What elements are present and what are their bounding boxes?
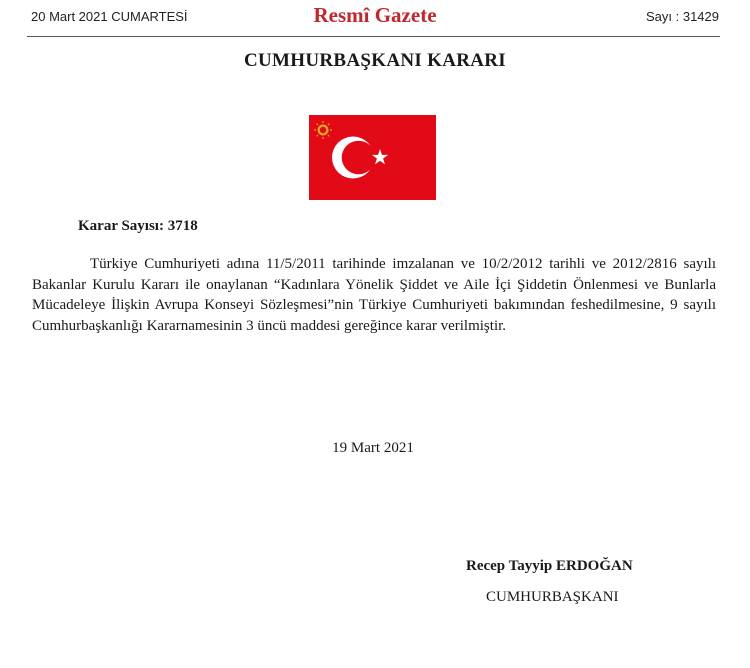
signer-name: Recep Tayyip ERDOĞAN bbox=[466, 558, 633, 574]
decision-number: Karar Sayısı: 3718 bbox=[78, 218, 198, 234]
decision-body-text: Türkiye Cumhuriyeti adına 11/5/2011 tarihinde imzalanan ve 10/2/2012 tarihli ve 2012/2816 sayılı Bakanlar Kurulu Kararı ile onaylanan “Kadınlara Yönelik Şiddet ve Aile İçi Şiddetin Önlenmesi ve Bunlarla Mücadeleye İlişkin Avrupa Konseyi Sözleşmesi”nin Türkiye Cumhuriyeti bakımından feshedilmesine, 9 sayılı Cumhurbaşkanlığı Kararnamesinin 3 üncü maddesi gereğince karar verilmiştir. bbox=[32, 256, 716, 334]
publication-title: Resmî Gazete bbox=[313, 3, 437, 27]
decision-date: 19 Mart 2021 bbox=[332, 440, 414, 456]
turkish-flag-icon bbox=[309, 115, 436, 200]
issue-number: Sayı : 31429 bbox=[646, 9, 719, 24]
gazette-header bbox=[0, 0, 750, 36]
header-date: 20 Mart 2021 CUMARTESİ bbox=[31, 9, 188, 24]
document-title: CUMHURBAŞKANI KARARI bbox=[244, 50, 506, 71]
signer-title: CUMHURBAŞKANI bbox=[486, 589, 619, 605]
header-divider bbox=[27, 36, 720, 37]
